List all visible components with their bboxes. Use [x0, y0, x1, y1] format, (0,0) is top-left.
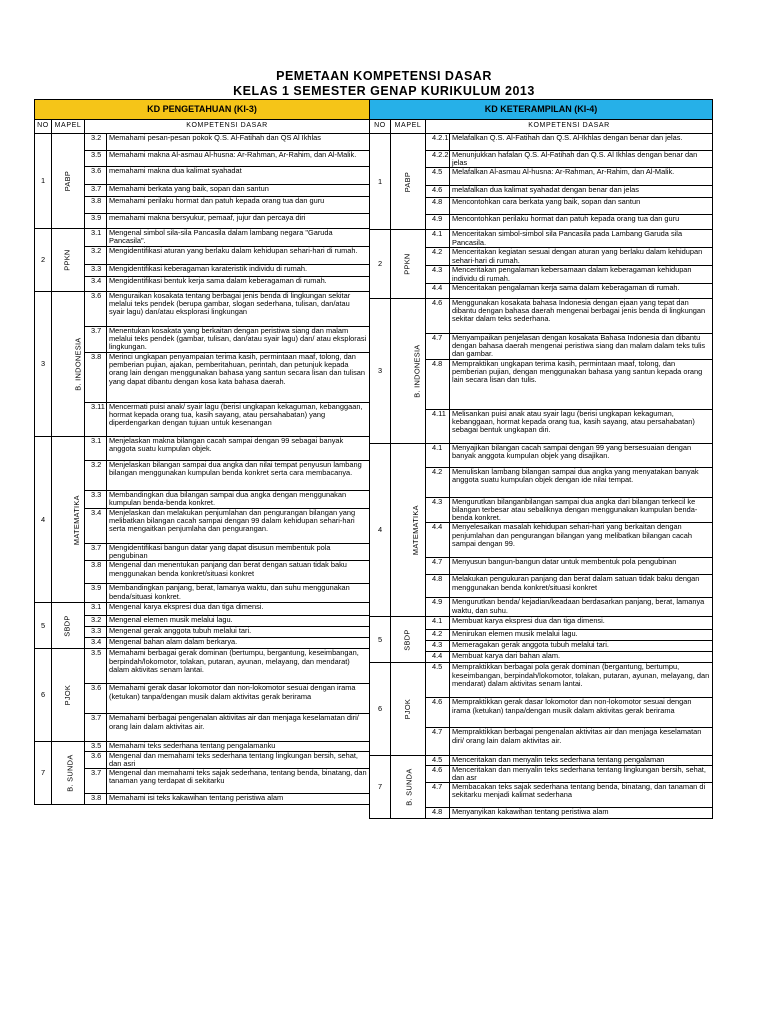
kd-description: Membuat karya ekspresi dua dan tiga dimensi.: [450, 617, 713, 630]
kd-code: 4.3: [426, 497, 450, 523]
kd-code: 4.1: [426, 443, 450, 467]
kd-code: 4.7: [426, 728, 450, 756]
table-row: [35, 638, 370, 649]
kd-description: Menguraikan kosakata tentang berbagai jenis benda di lingkungan sekitar melalui teks pendek (berupa gambar, slogan sederhana, tulisan, dan/atau syair lagu) dan/atau eksplorasi lingkungan: [107, 292, 370, 327]
subject-number: 2: [370, 230, 391, 298]
kd-description: Menyusun bangun-bangun datar untuk membentuk pola pengubinan: [450, 558, 713, 575]
kd-code: 3.6: [85, 292, 107, 327]
kd-code: 3.6: [85, 684, 107, 714]
subject-number: 2: [35, 229, 52, 292]
kd-code: 4.1: [426, 230, 450, 248]
kd-code: 3.8: [85, 561, 107, 584]
table-row: [35, 561, 370, 584]
subject-name: [52, 603, 85, 649]
kd-code: 3.7: [85, 544, 107, 561]
table-row: [35, 584, 370, 603]
subject-number: 1: [35, 134, 52, 229]
kd-description: Mengenal bahan alam dalam berkarya.: [107, 638, 370, 649]
table-row: [35, 751, 370, 768]
subject-name: [52, 437, 85, 603]
kd-code: 4.8: [426, 198, 450, 215]
subject-name: [391, 663, 426, 756]
kd-code: 4.8: [426, 575, 450, 598]
kd-code: 3.8: [85, 794, 107, 805]
kd-code: 4.3: [426, 266, 450, 283]
subject-number: 6: [35, 649, 52, 742]
kd-description: Mengenal dan menentukan panjang dan berat dengan satuan tidak baku menggunakan benda konkret/situasi konkret: [107, 561, 370, 584]
subject-name-label: B. INDONESIA: [73, 337, 83, 391]
kd-description: Menuliskan lambang bilangan sampai dua angka yang menyatakan banyak anggota suatu kumpulan objek dengan ide nilai tempat.: [450, 467, 713, 497]
kd-description: Menceritakan dan menyalin teks sederhana tentang lingkungan bersih, sehat, dan asr: [450, 765, 713, 782]
table-row: [35, 185, 370, 197]
subject-name-label: B. INDONESIA: [412, 344, 422, 398]
kd-description: Menceritakan dan menyalin teks sederhana tentang pengalaman: [450, 756, 713, 765]
kd-code: 3.8: [85, 353, 107, 403]
table-row: [35, 603, 370, 616]
subject-number: 3: [370, 298, 391, 443]
subject-name-label: PABP: [402, 171, 412, 192]
section-header-keterampilan: KD KETERAMPILAN (KI-4): [370, 100, 713, 120]
kd-description: Mengenal simbol sila-sila Pancasila dalam lambang negara "Garuda Pancasila".: [107, 229, 370, 247]
kd-description: Menyanyikan kakawihan tentang peristiwa alam: [450, 808, 713, 819]
subject-name: [391, 443, 426, 617]
kd-pengetahuan-table: [34, 99, 370, 805]
kd-code: 3.7: [85, 714, 107, 742]
table-row: [370, 134, 713, 151]
kd-code: 3.5: [85, 649, 107, 684]
kd-code: 4.5: [426, 168, 450, 186]
table-row: [35, 627, 370, 638]
kd-code: 4.5: [426, 663, 450, 698]
kd-code: 3.2: [85, 134, 107, 151]
subject-number: 7: [370, 756, 391, 819]
subject-name: [52, 649, 85, 742]
kd-code: 3.5: [85, 742, 107, 751]
section-header-pengetahuan: KD PENGETAHUAN (KI-3): [35, 100, 370, 120]
kd-description: Mengidentifikasi keberagaman karateristik individu di rumah.: [107, 265, 370, 277]
table-row: [370, 443, 713, 467]
kd-code: 3.4: [85, 638, 107, 649]
kd-keterampilan-table: [369, 99, 713, 819]
kd-code: 4.9: [426, 215, 450, 230]
kd-description: Mengenal dan memahami teks sajak sederhana, tentang benda, binatang, dan tanaman yang terdapat di sekitarku: [107, 769, 370, 794]
subject-number: 1: [370, 134, 391, 230]
subject-name: [391, 230, 426, 298]
subject-name-label: SBDP: [402, 629, 412, 651]
kd-description: Mengurutkan bilanganbilangan sampai dua angka dari bilangan terkecil ke bilangan terbesar atau sebaliknya dengan menggunakan kumpulan benda-benda konkret.: [450, 497, 713, 523]
col-header-mapel: MAPEL: [52, 120, 85, 134]
subject-name-label: PJOK: [402, 699, 412, 720]
table-row: [35, 544, 370, 561]
table-row: [35, 684, 370, 714]
kd-description: Menentukan kosakata yang berkaitan dengan peristiwa siang dan malam melalui teks pendek (gambar, tulisan, dan/atau syair lagu) dan/ atau eksplorasi lingkungan.: [107, 327, 370, 353]
kd-description: Membuat karya dari bahan alam.: [450, 652, 713, 663]
table-row: [35, 769, 370, 794]
subject-number: 4: [370, 443, 391, 617]
kd-code: 4.5: [426, 756, 450, 765]
kd-code: 3.1: [85, 229, 107, 247]
subject-name-label: MATEMATIKA: [410, 505, 420, 556]
kd-description: Memahami berkata yang baik, sopan dan santun: [107, 185, 370, 197]
subject-name-label: PABP: [62, 170, 72, 192]
table-row: [35, 247, 370, 265]
subject-name: [52, 134, 85, 229]
kd-description: melafalkan dua kalimat syahadat dengan benar dan jelas: [450, 186, 713, 198]
subject-name: [52, 292, 85, 437]
subject-name: [52, 742, 85, 805]
kd-description: Mengidentifikasi aturan yang berlaku dalam kehidupan sehari-hari di rumah.: [107, 247, 370, 265]
kd-code: 3.3: [85, 491, 107, 509]
kd-code: 4.9: [426, 598, 450, 617]
kd-code: 4.6: [426, 186, 450, 198]
document-title: PEMETAAN KOMPETENSI DASAR: [276, 69, 492, 83]
kd-description: Menjelaskan dan melakukan penjumlahan dan pengurangan bilangan yang melibatkan bilangan cacah sampai dengan 99 dalam kehidupan sehari-hari serta mengaitkan penjumlaha dan pengurangan.: [107, 509, 370, 544]
kd-code: 3.5: [85, 151, 107, 167]
kd-description: Memahami berbagai gerak dominan (bertumpu, bergantung, keseimbangan, berpindah/lokomotor, tolakan, putaran, ayunan, melayang, dan mendarat) dalam aktivitas senam lantai.: [107, 649, 370, 684]
kd-code: 4.8: [426, 359, 450, 409]
kd-code: 3.9: [85, 214, 107, 229]
kd-description: Mengidentifikasi bentuk kerja sama dalam keberagaman di rumah.: [107, 277, 370, 292]
subject-name: [391, 298, 426, 443]
kd-description: Memahami gerak dasar lokomotor dan non-lokomotor sesuai dengan irama (ketukan) tanpa/dengan musik dalam aktivitas gerak berirama: [107, 684, 370, 714]
kd-description: Menjelaskan makna bilangan cacah sampai dengan 99 sebagai banyak anggota suatu kumpulan objek.: [107, 437, 370, 461]
kd-description: Mengenal dan memahami teks sederhana tentang lingkungan bersih, sehat, dan asri: [107, 751, 370, 768]
table-row: [35, 437, 370, 461]
kd-description: Melafalkan Al-asmau Al-husna: Ar-Rahman, Ar-Rahim, dan Al-Malik.: [450, 168, 713, 186]
kd-description: Memahami berbagai pengenalan aktivitas air dan menjaga keselamatan diri/ orang lain dalam aktivitas air.: [107, 714, 370, 742]
table-row: [35, 403, 370, 437]
subject-name-label: PJOK: [62, 685, 72, 706]
subject-name-label: PPKN: [62, 249, 72, 271]
table-row: [35, 214, 370, 229]
kd-description: Menyajikan bilangan cacah sampai dengan 99 yang bersesuaian dengan banyak anggota kumpulan objek yang disajikan.: [450, 443, 713, 467]
table-row: [35, 265, 370, 277]
kd-code: 4.2.1: [426, 134, 450, 151]
kd-code: 4.3: [426, 641, 450, 652]
kd-code: 4.2: [426, 248, 450, 266]
kd-description: Memahami isi teks kakawihan tentang peristiwa alam: [107, 794, 370, 805]
table-row: [35, 616, 370, 627]
table-row: [35, 649, 370, 684]
kd-description: Membandingkan dua bilangan sampai dua angka dengan menggunakan kumpulan benda-benda konkret.: [107, 491, 370, 509]
table-row: [35, 742, 370, 751]
kd-code: 3.6: [85, 751, 107, 768]
subject-name: [391, 756, 426, 819]
kd-code: 4.8: [426, 808, 450, 819]
subject-name-label: SBDP: [62, 615, 72, 637]
kd-code: 4.7: [426, 558, 450, 575]
kd-description: memahami makna dua kalimat syahadat: [107, 167, 370, 185]
col-header-mapel: MAPEL: [391, 120, 426, 134]
col-header-no: NO: [370, 120, 391, 134]
subject-number: 5: [35, 603, 52, 649]
kd-code: 3.11: [85, 403, 107, 437]
kd-code: 4.2: [426, 630, 450, 641]
kd-code: 4.6: [426, 765, 450, 782]
kd-description: Melisankan puisi anak atau syair lagu (berisi ungkapan kekaguman, kebanggaan, hormat kepada orang tua, kasih sayang, atau persahabatan) sebagai bentuk ungkapan diri.: [450, 409, 713, 443]
subject-name: [391, 617, 426, 663]
kd-code: 4.4: [426, 652, 450, 663]
kd-code: 3.7: [85, 769, 107, 794]
table-row: [370, 663, 713, 698]
table-row: [35, 277, 370, 292]
kd-code: 3.6: [85, 167, 107, 185]
kd-code: 4.11: [426, 409, 450, 443]
table-row: [35, 197, 370, 214]
subject-name-label: B. SUNDA: [65, 754, 75, 792]
kd-code: 3.7: [85, 327, 107, 353]
kd-description: Mengidentifikasi bangun datar yang dapat disusun membentuk pola pengubinan: [107, 544, 370, 561]
table-row: [35, 353, 370, 403]
kd-description: Mempraktikkan berbagai pengenalan aktivitas air dan menjaga keselamatan diri/ orang lain dalam aktivitas air.: [450, 728, 713, 756]
kd-code: 4.1: [426, 617, 450, 630]
subject-number: 4: [35, 437, 52, 603]
kd-description: Memahami pesan-pesan pokok Q.S. Al-Fatihah dan QS Al Ikhlas: [107, 134, 370, 151]
kd-description: Mengenal gerak anggota tubuh melalui tari.: [107, 627, 370, 638]
kd-code: 3.1: [85, 603, 107, 616]
kd-description: Membacakan teks sajak sederhana tentang benda, binatang, dan tanaman di sekitarku menjadi kalimat sederhana: [450, 783, 713, 808]
document-subtitle: KELAS 1 SEMESTER GENAP KURIKULUM 2013: [233, 84, 535, 98]
subject-number: 3: [35, 292, 52, 437]
kd-description: Membandingkan panjang, berat, lamanya waktu, dan suhu menggunakan benda/situasi konkret.: [107, 584, 370, 603]
kd-description: Memahami teks sederhana tentang pengalamanku: [107, 742, 370, 751]
table-row: [370, 756, 713, 765]
table-row: [35, 292, 370, 327]
kd-code: 3.3: [85, 265, 107, 277]
kd-code: 3.2: [85, 461, 107, 491]
col-header-no: NO: [35, 120, 52, 134]
table-row: [370, 230, 713, 248]
kd-description: Mencermati puisi anak/ syair lagu (berisi ungkapan kekaguman, kebanggaan, hormat kepada orang tua, kasih sayang, atau persahabatan) yang diperdengarkan dengan tujuan untuk kesenangan: [107, 403, 370, 437]
kd-code: 3.7: [85, 185, 107, 197]
subject-name: [391, 134, 426, 230]
kd-description: Melafalkan Q.S. Al-Fatihah dan Q.S. Al-Ikhlas dengan benar dan jelas.: [450, 134, 713, 151]
kd-description: Menceritakan pengalaman kerja sama dalam keberagaman di rumah.: [450, 283, 713, 298]
kd-code: 4.4: [426, 523, 450, 558]
table-row: [35, 714, 370, 742]
kd-description: Memahami makna Al-asmau Al-husna: Ar-Rahman, Ar-Rahim, dan Al-Malik.: [107, 151, 370, 167]
kd-code: 3.4: [85, 277, 107, 292]
kd-description: Memahami perilaku hormat dan patuh kepada orang tua dan guru: [107, 197, 370, 214]
table-row: [35, 491, 370, 509]
kd-code: 4.4: [426, 283, 450, 298]
kd-code: 3.4: [85, 509, 107, 544]
kd-code: 3.2: [85, 616, 107, 627]
kd-description: Menyelesaikan masalah kehidupan sehari-hari yang berkaitan dengan penjumlahan dan pengurangan bilangan yang melibatkan bilangan cacah sampai dengan 99.: [450, 523, 713, 558]
kd-description: Mengurutkan benda/ kejadian/keadaan berdasarkan panjang, berat, lamanya waktu, dan suhu.: [450, 598, 713, 617]
kd-code: 3.1: [85, 437, 107, 461]
kd-description: Mempraktikan ungkapan terima kasih, permintaan maaf, tolong, dan pemberian pujian, dengan menggunakan bahasa yang santun kepada orang lain secara lisan dan tulis.: [450, 359, 713, 409]
kd-description: Menyampaikan penjelasan dengan kosakata Bahasa Indonesia dan dibantu dengan bahasa daerah mengenai peristiwa siang dan malam dalam teks tulis dan gambar.: [450, 333, 713, 359]
kd-code: 4.7: [426, 333, 450, 359]
kd-description: Menggunakan kosakata bahasa Indonesia dengan ejaan yang tepat dan dibantu dengan bahasa daerah mengenai berbagai jenis benda di lingkungan sekitar dalam teks sederhana.: [450, 298, 713, 333]
kd-description: Menunjukkan hafalan Q.S. Al-Fatihah dan Q.S. Al Ikhlas dengan benar dan jelas: [450, 151, 713, 168]
col-header-kompetensi: KOMPETENSI DASAR: [426, 120, 713, 134]
table-row: [35, 134, 370, 151]
subject-number: 6: [370, 663, 391, 756]
kd-code: 4.2.2: [426, 151, 450, 168]
table-row: [35, 509, 370, 544]
kd-description: Menceritakan kegiatan sesuai dengan aturan yang berlaku dalam kehidupan sehari-hari di rumah.: [450, 248, 713, 266]
subject-name-label: MATEMATIKA: [71, 494, 81, 545]
kd-code: 3.3: [85, 627, 107, 638]
kd-description: Mempraktikkan gerak dasar lokomotor dan non-lokomotor sesuai dengan irama (ketukan) tanpa/dengan musik dalam aktivitas gerak berirama: [450, 698, 713, 728]
kd-description: Melakukan pengukuran panjang dan berat dalam satuan tidak baku dengan menggunakan benda konkret/situasi konkret: [450, 575, 713, 598]
kd-code: 3.9: [85, 584, 107, 603]
kd-description: Menirukan elemen musik melalui lagu.: [450, 630, 713, 641]
table-row: [35, 151, 370, 167]
table-row: [370, 298, 713, 333]
table-row: [35, 327, 370, 353]
subject-number: 5: [370, 617, 391, 663]
table-row: [35, 229, 370, 247]
kd-description: Mengenal karya ekspresi dua dan tiga dimensi.: [107, 603, 370, 616]
kd-description: Mempraktikkan berbagai pola gerak dominan (bergantung, bertumpu, keseimbangan, berpindah/lokomotor, tolakan, putaran, ayunan, melayang, dan mendarat) dalam aktivitas senam lantai.: [450, 663, 713, 698]
table-row: [35, 167, 370, 185]
kd-description: Memeragakan gerak anggota tubuh melalui tari.: [450, 641, 713, 652]
table-row: [35, 794, 370, 805]
subject-name-label: B. SUNDA: [404, 768, 414, 806]
kd-code: 4.6: [426, 698, 450, 728]
kd-code: 3.8: [85, 197, 107, 214]
kd-description: Mengenal elemen musik melalui lagu.: [107, 616, 370, 627]
col-header-kompetensi: KOMPETENSI DASAR: [85, 120, 370, 134]
table-row: [35, 461, 370, 491]
subject-name-label: PPKN: [402, 253, 412, 275]
kd-code: 4.6: [426, 298, 450, 333]
kd-description: Mencontohkan cara berkata yang baik, sopan dan santun: [450, 198, 713, 215]
kd-code: 3.2: [85, 247, 107, 265]
table-row: [370, 617, 713, 630]
subject-name: [52, 229, 85, 292]
kd-description: memahami makna bersyukur, pemaaf, jujur dan percaya diri: [107, 214, 370, 229]
kd-description: Menjelaskan bilangan sampai dua angka dan nilai tempat penyusun lambang bilangan menggunakan kumpulan benda konkret serta cara membacanya.: [107, 461, 370, 491]
kd-description: Menceritakan pengalaman kebersamaan dalam keberagaman kehidupan individu di rumah.: [450, 266, 713, 283]
kd-description: Menceritakan simbol-simbol sila Pancasila pada Lambang Garuda sila Pancasila.: [450, 230, 713, 248]
kd-code: 4.7: [426, 783, 450, 808]
kd-code: 4.2: [426, 467, 450, 497]
kd-description: Merinci ungkapan penyampaian terima kasih, permintaan maaf, tolong, dan pemberian pujian, ajakan, pemberitahuan, perintah, dan petunjuk kepada orang lain dengan menggunakan bahasa yang santun secara lisan dan tulisan yang dapat dibantu dengan kosa kata bahasa daerah.: [107, 353, 370, 403]
subject-number: 7: [35, 742, 52, 805]
kd-description: Mencontohkan perilaku hormat dan patuh kepada orang tua dan guru: [450, 215, 713, 230]
